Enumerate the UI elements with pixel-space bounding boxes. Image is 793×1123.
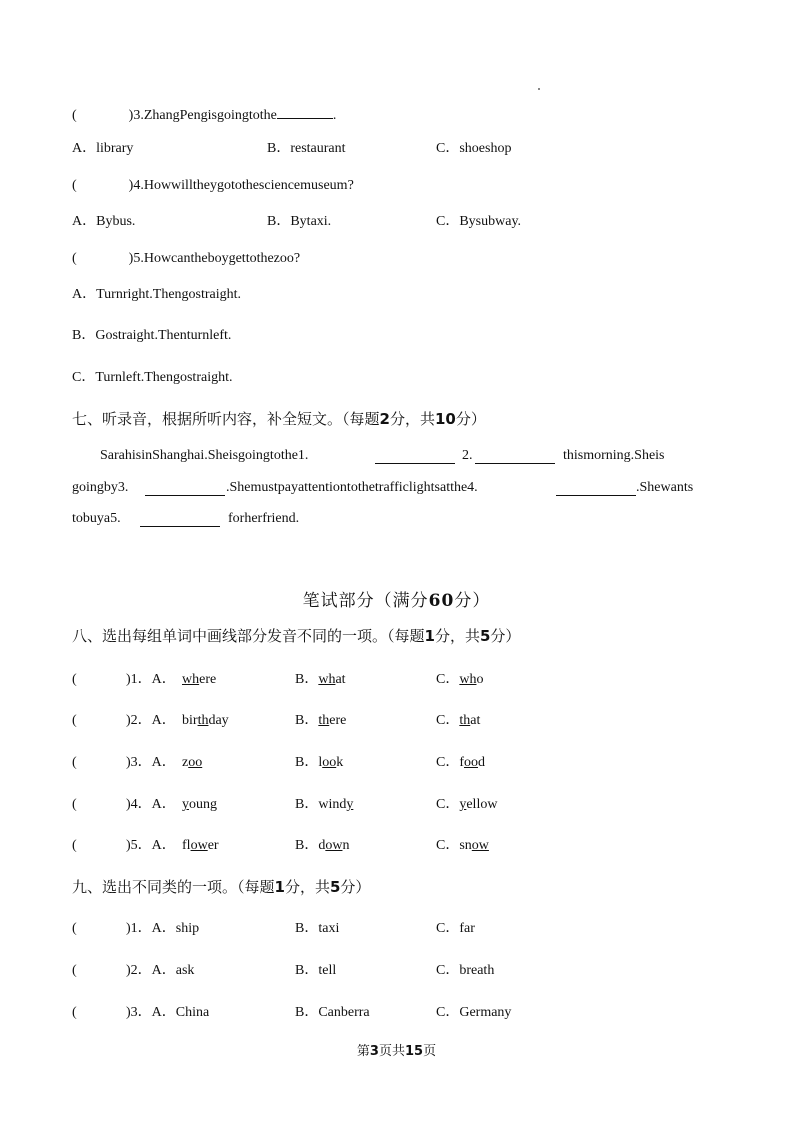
word-part: C． bbox=[436, 713, 460, 728]
section-9-heading bbox=[72, 877, 370, 897]
option-a-word bbox=[182, 670, 216, 690]
option-b: B．restaurant bbox=[267, 141, 346, 156]
underlined-part: y bbox=[182, 797, 189, 812]
page-footer bbox=[0, 1040, 793, 1059]
option-c: C．far bbox=[436, 921, 475, 936]
speck bbox=[538, 88, 540, 90]
option-a: A．library bbox=[72, 141, 134, 156]
option-c-word bbox=[436, 836, 489, 856]
heading-text: 七、听录音，根据所听内容，补全短文。（每题 bbox=[72, 410, 380, 428]
option-c: C．Bysubway. bbox=[436, 214, 522, 229]
question-4 bbox=[72, 176, 354, 196]
item-number: )3．A． bbox=[126, 755, 176, 770]
heading-text: 分，共 bbox=[284, 878, 330, 896]
underlined-part: wh bbox=[459, 672, 477, 687]
heading-text: 八、选出每组单词中画线部分发音不同的一项。（每题 bbox=[72, 627, 425, 645]
paren: ( bbox=[72, 672, 77, 687]
heading-text: 分） bbox=[490, 627, 521, 645]
option-b-word bbox=[295, 836, 349, 856]
option-b-word bbox=[295, 795, 353, 815]
option-a-word bbox=[182, 795, 217, 815]
word-part: n bbox=[342, 838, 350, 853]
item-number-and-option-a: )2．A．ask bbox=[126, 963, 195, 978]
word-part: ere bbox=[329, 713, 347, 728]
passage-text: goingby3. bbox=[72, 480, 129, 495]
paren: ( bbox=[72, 251, 77, 266]
word-part: z bbox=[182, 755, 189, 770]
word-part: B．d bbox=[295, 838, 326, 853]
word-part: d bbox=[478, 755, 485, 770]
heading-number: 5 bbox=[329, 878, 341, 896]
word-part: B． bbox=[295, 713, 319, 728]
word-part: B．l bbox=[295, 755, 323, 770]
option-a-word bbox=[182, 711, 229, 731]
underlined-part: y bbox=[459, 797, 467, 812]
word-part: C．f bbox=[436, 755, 464, 770]
answer-blank[interactable] bbox=[277, 104, 333, 119]
option-c-word bbox=[436, 795, 497, 815]
underlined-part: wh bbox=[182, 672, 200, 687]
heading-text: 分） bbox=[340, 878, 371, 896]
footer-text: 页 bbox=[423, 1044, 437, 1059]
option-a-word bbox=[182, 836, 219, 856]
paren: ( bbox=[72, 1005, 77, 1020]
option-c-word bbox=[436, 711, 480, 731]
heading-text: 分） bbox=[455, 410, 486, 428]
underlined-part: th bbox=[318, 713, 330, 728]
item-number: )5．A． bbox=[126, 838, 176, 853]
title-number: 60 bbox=[428, 591, 455, 611]
question-5 bbox=[72, 249, 300, 269]
blank-1[interactable] bbox=[375, 449, 455, 464]
blank-3[interactable] bbox=[145, 481, 225, 496]
option-b-word bbox=[295, 670, 346, 690]
option-a: A．Bybus. bbox=[72, 214, 136, 229]
heading-text: 分，共 bbox=[389, 410, 435, 428]
underlined-part: wh bbox=[318, 672, 336, 687]
heading-text: 九、选出不同类的一项。（每题 bbox=[72, 878, 275, 896]
underlined-part: oo bbox=[322, 755, 337, 770]
written-part-title bbox=[0, 586, 793, 611]
word-part: er bbox=[207, 838, 219, 853]
word-part: ellow bbox=[466, 797, 498, 812]
item-number-and-option-a: )3．A．China bbox=[126, 1005, 210, 1020]
footer-text: 第 bbox=[356, 1044, 370, 1059]
blank-2[interactable] bbox=[475, 449, 555, 464]
option-a: A．Turnright.Thengostraight. bbox=[72, 287, 242, 302]
underlined-part: y bbox=[346, 797, 354, 812]
heading-number: 1 bbox=[274, 878, 285, 896]
word-part: B．wind bbox=[295, 797, 347, 812]
word-part: C．sn bbox=[436, 838, 472, 853]
underlined-part: ow bbox=[471, 838, 489, 853]
word-part: k bbox=[336, 755, 344, 770]
heading-text: 分，共 bbox=[434, 627, 480, 645]
underlined-part: ow bbox=[325, 838, 343, 853]
footer-number: 15 bbox=[404, 1044, 424, 1059]
paren: ( bbox=[72, 178, 77, 193]
paren: ( bbox=[72, 713, 77, 728]
option-b: B．taxi bbox=[295, 921, 340, 936]
word-part: o bbox=[476, 672, 484, 687]
passage-text: SarahisinShanghai.Sheisgoingtothe1. bbox=[100, 448, 309, 463]
passage-text: .Shemustpayattentiontothetrafficlightsatthe4. bbox=[226, 480, 478, 495]
title-text: 笔试部分（满分 bbox=[302, 591, 429, 611]
option-c-word bbox=[436, 670, 483, 690]
option-b-word bbox=[295, 711, 346, 731]
option-c: C．breath bbox=[436, 963, 495, 978]
question-stem: )4.Howwilltheygotothesciencemuseum? bbox=[128, 178, 354, 193]
section-7-heading bbox=[72, 409, 486, 429]
option-a-word bbox=[182, 753, 202, 773]
paren: ( bbox=[72, 755, 77, 770]
item-number-and-option-a: )1．A．ship bbox=[126, 921, 200, 936]
heading-number: 10 bbox=[434, 410, 456, 428]
underlined-part: oo bbox=[464, 755, 478, 770]
word-part: oung bbox=[189, 797, 217, 812]
question-stem: )3.ZhangPengisgoingtothe bbox=[128, 108, 277, 123]
underlined-part: th bbox=[459, 713, 471, 728]
paren: ( bbox=[72, 963, 77, 978]
word-part: bir bbox=[182, 713, 198, 728]
footer-number: 3 bbox=[369, 1044, 379, 1059]
underlined-part: ow bbox=[190, 838, 208, 853]
word-part: at bbox=[470, 713, 481, 728]
option-b: B．Gostraight.Thenturnleft. bbox=[72, 328, 232, 343]
option-b: B．tell bbox=[295, 963, 337, 978]
passage-text: .Shewants bbox=[636, 480, 694, 495]
heading-number: 5 bbox=[479, 627, 491, 645]
paren: ( bbox=[72, 921, 77, 936]
footer-text: 页共 bbox=[378, 1044, 405, 1059]
option-b: B．Canberra bbox=[295, 1005, 370, 1020]
question-3 bbox=[72, 104, 336, 124]
word-part: fl bbox=[182, 838, 191, 853]
word-part: C． bbox=[436, 797, 460, 812]
paren: ( bbox=[72, 797, 77, 812]
blank-5[interactable] bbox=[140, 512, 220, 527]
paren: ( bbox=[72, 838, 77, 853]
period: . bbox=[332, 108, 337, 123]
item-number: )4．A． bbox=[126, 797, 176, 812]
option-c: C．Turnleft.Thengostraight. bbox=[72, 370, 233, 385]
heading-number: 1 bbox=[424, 627, 435, 645]
passage-text: 2. bbox=[462, 448, 473, 463]
heading-number: 2 bbox=[379, 410, 390, 428]
title-text: 分） bbox=[454, 591, 491, 611]
blank-4[interactable] bbox=[556, 481, 636, 496]
item-number: )2．A． bbox=[126, 713, 176, 728]
underlined-part: oo bbox=[188, 755, 203, 770]
word-part: C． bbox=[436, 672, 460, 687]
underlined-part: th bbox=[197, 713, 209, 728]
option-c-word bbox=[436, 753, 485, 773]
word-part: B． bbox=[295, 672, 319, 687]
passage-text: thismorning.Sheis bbox=[563, 448, 665, 463]
option-c: C．shoeshop bbox=[436, 141, 512, 156]
item-number: )1．A． bbox=[126, 672, 176, 687]
word-part: day bbox=[208, 713, 229, 728]
passage-text: tobuya5. bbox=[72, 511, 121, 526]
option-c: C．Germany bbox=[436, 1005, 512, 1020]
passage-text: forherfriend. bbox=[228, 511, 300, 526]
option-b-word bbox=[295, 753, 343, 773]
word-part: at bbox=[335, 672, 346, 687]
section-8-heading bbox=[72, 626, 520, 646]
question-stem: )5.Howcantheboygettothezoo? bbox=[128, 251, 301, 266]
option-b: B．Bytaxi. bbox=[267, 214, 332, 229]
word-part: ere bbox=[199, 672, 217, 687]
paren: ( bbox=[72, 108, 77, 123]
